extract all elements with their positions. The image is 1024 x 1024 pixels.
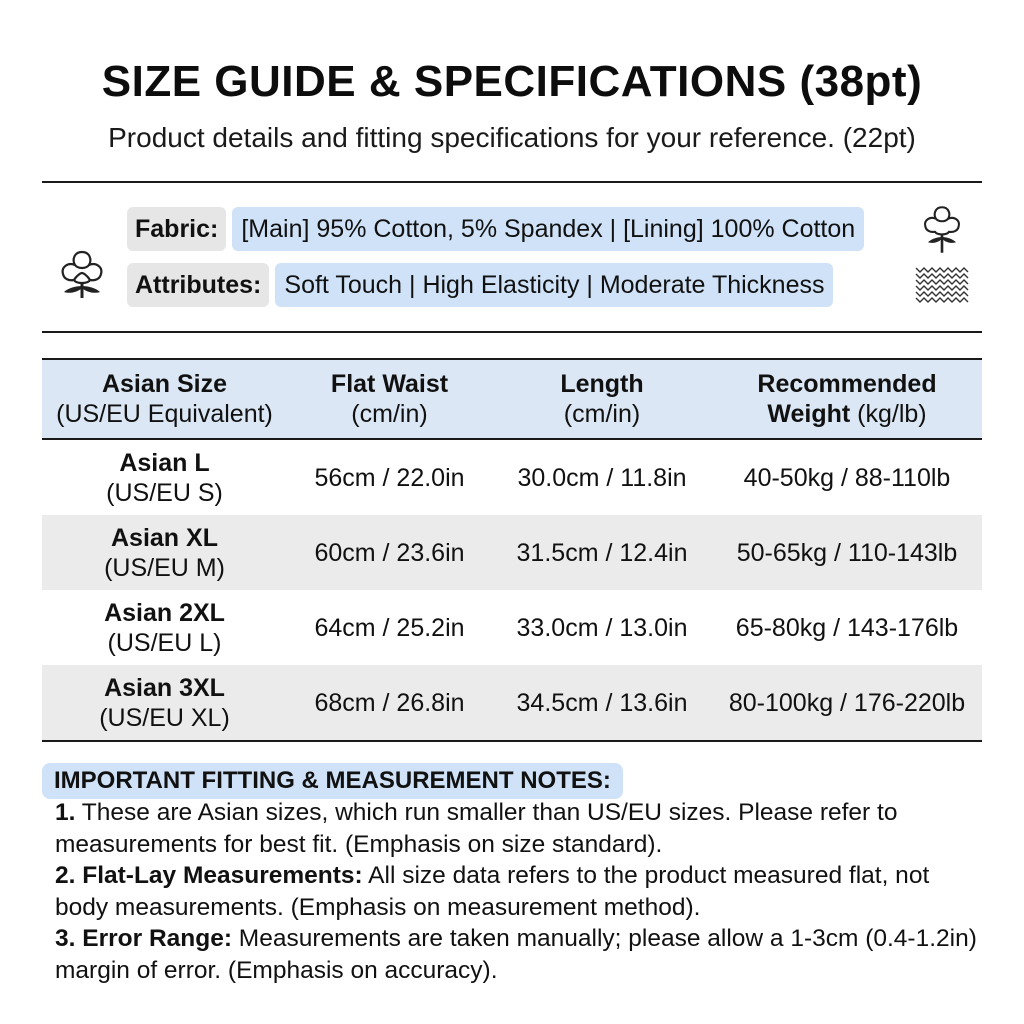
length-cell: 34.5cm / 13.6in xyxy=(492,665,712,741)
page-subtitle: Product details and fitting specifications for your reference. (22pt) xyxy=(108,122,916,153)
weight-cell: 65-80kg / 143-176lb xyxy=(735,613,959,642)
fabric-row xyxy=(127,207,864,251)
column-header-size: Asian Size (US/EU Equivalent) xyxy=(42,359,287,439)
length-cell: 30.0cm / 11.8in xyxy=(517,463,687,492)
cotton-flower-icon xyxy=(914,202,970,258)
size-cell: Asian 3XL (US/EU XL) xyxy=(42,665,287,741)
note-item: 3. Error Range: Measurements are taken manually; please allow a 1-3cm (0.4-1.2in) margin of error. (Emphasis on accuracy). xyxy=(55,925,977,984)
waist-cell: 68cm / 26.8in xyxy=(287,665,492,741)
note-item: 2. Flat-Lay Measurements: All size data refers to the product measured flat, not body measurements. (Emphasis on measurement method). xyxy=(55,862,930,921)
weight-cell: 40-50kg / 88-110lb xyxy=(743,463,951,492)
table-row xyxy=(42,515,982,590)
table-row xyxy=(42,590,982,665)
divider-top xyxy=(42,181,982,183)
waist-cell: 64cm / 25.2in xyxy=(314,613,465,642)
attributes-label: Attributes: xyxy=(127,263,269,307)
column-header-waist: Flat Waist (cm/in) xyxy=(287,359,492,439)
weight-cell: 50-65kg / 110-143lb xyxy=(712,515,982,590)
column-header-length: Length (cm/in) xyxy=(492,359,712,439)
column-header-weight: Recommended Weight (kg/lb) xyxy=(712,359,982,439)
size-cell: Asian XL (US/EU M) xyxy=(42,515,287,590)
notes-list xyxy=(55,797,985,986)
page-title: SIZE GUIDE & SPECIFICATIONS (38pt) xyxy=(101,57,923,106)
table-header-row xyxy=(42,359,982,439)
table-row xyxy=(42,439,982,515)
table-row xyxy=(42,665,982,741)
size-cell: Asian 2XL (US/EU L) xyxy=(104,598,225,657)
waist-cell: 56cm / 22.0in xyxy=(314,463,465,492)
size-table xyxy=(42,358,982,742)
attributes-value: Soft Touch | High Elasticity | Moderate Thickness xyxy=(275,263,833,307)
fabric-texture-icon xyxy=(914,264,970,306)
waist-cell: 60cm / 23.6in xyxy=(287,515,492,590)
fabric-value: [Main] 95% Cotton, 5% Spandex | [Lining] 100% Cotton xyxy=(232,207,864,251)
length-cell: 33.0cm / 13.0in xyxy=(516,613,688,642)
weight-cell: 80-100kg / 176-220lb xyxy=(712,665,982,741)
notes-heading: IMPORTANT FITTING & MEASUREMENT NOTES: xyxy=(42,763,623,799)
cotton-flower-icon xyxy=(50,240,114,304)
fabric-label: Fabric: xyxy=(127,207,226,251)
divider-middle xyxy=(42,331,982,333)
attributes-row xyxy=(127,263,833,307)
note-item: 1. These are Asian sizes, which run smaller than US/EU sizes. Please refer to measurements for best fit. (Emphasis on size standard). xyxy=(55,799,898,858)
size-cell: Asian L (US/EU S) xyxy=(106,448,223,507)
length-cell: 31.5cm / 12.4in xyxy=(492,515,712,590)
